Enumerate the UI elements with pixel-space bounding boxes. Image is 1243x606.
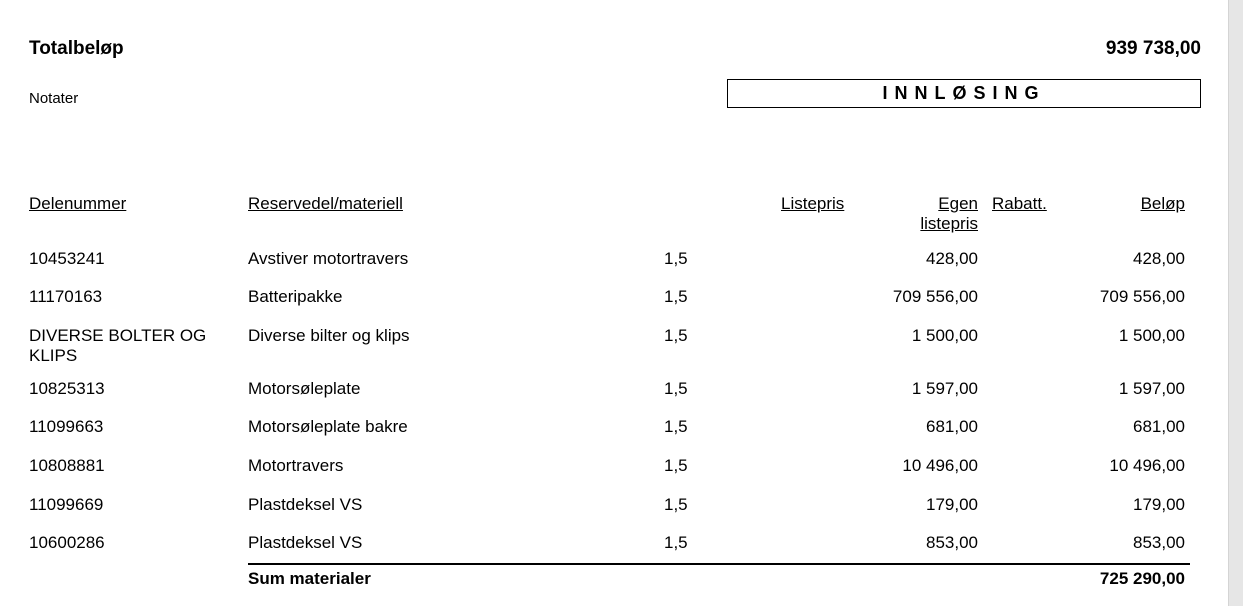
- quantity-cell: 1,5: [664, 249, 688, 268]
- column-header-amount: Beløp: [1140, 194, 1185, 213]
- amount-cell: 709 556,00: [1099, 287, 1185, 306]
- status-box: INNLØSING: [727, 79, 1201, 108]
- sum-materials-label: Sum materialer: [248, 569, 371, 588]
- description-cell: Motorsøleplate: [248, 379, 361, 398]
- quantity-cell: 1,5: [664, 379, 688, 398]
- amount-cell: 179,00: [1133, 495, 1185, 514]
- own-list-price-cell: 1 500,00: [911, 326, 978, 345]
- part-number-cell: 10600286: [29, 533, 105, 552]
- quantity-cell: 1,5: [664, 417, 688, 436]
- sum-materials-value: 725 290,00: [1099, 569, 1185, 588]
- description-cell: Motorsøleplate bakre: [248, 417, 408, 436]
- description-cell: Plastdeksel VS: [248, 495, 363, 514]
- column-header-part-number: Delenummer: [29, 194, 127, 213]
- quantity-cell: 1,5: [664, 533, 688, 552]
- own-list-price-cell: 10 496,00: [902, 456, 978, 475]
- amount-cell: 428,00: [1133, 249, 1185, 268]
- part-number-cell: 11099669: [29, 495, 104, 514]
- column-header-list-price: Listepris: [781, 194, 845, 213]
- quantity-cell: 1,5: [664, 495, 688, 514]
- own-list-price-cell: 681,00: [926, 417, 978, 436]
- column-header-discount: Rabatt.: [992, 194, 1047, 213]
- part-number-cell: 10808881: [29, 456, 105, 475]
- description-cell: Plastdeksel VS: [248, 533, 363, 552]
- description-cell: Avstiver motortravers: [248, 249, 409, 268]
- amount-cell: 10 496,00: [1109, 456, 1185, 475]
- amount-cell: 1 500,00: [1118, 326, 1185, 345]
- own-list-price-cell: 179,00: [926, 495, 978, 514]
- quantity-cell: 1,5: [664, 456, 688, 475]
- column-header-description: Reservedel/materiell: [248, 194, 403, 213]
- vertical-scrollbar[interactable]: [1228, 0, 1243, 606]
- part-number-cell: 11099663: [29, 417, 104, 436]
- own-list-price-cell: 1 597,00: [911, 379, 978, 398]
- total-amount-value: 939 738,00: [1105, 38, 1201, 59]
- part-number-cell: DIVERSE BOLTER OG KLIPS: [29, 326, 207, 365]
- description-cell: Diverse bilter og klips: [248, 326, 410, 345]
- sum-divider: [248, 563, 1190, 565]
- column-header-own-list-price: Egen listepris: [920, 194, 978, 233]
- total-amount-label: Totalbeløp: [29, 38, 124, 59]
- amount-cell: 853,00: [1133, 533, 1185, 552]
- quantity-cell: 1,5: [664, 326, 688, 345]
- amount-cell: 681,00: [1133, 417, 1185, 436]
- description-cell: Batteripakke: [248, 287, 343, 306]
- amount-cell: 1 597,00: [1118, 379, 1185, 398]
- part-number-cell: 10453241: [29, 249, 105, 268]
- part-number-cell: 10825313: [29, 379, 105, 398]
- quantity-cell: 1,5: [664, 287, 688, 306]
- part-number-cell: 11170163: [29, 287, 103, 306]
- notes-label: Notater: [29, 90, 79, 107]
- description-cell: Motortravers: [248, 456, 344, 475]
- own-list-price-cell: 853,00: [926, 533, 978, 552]
- own-list-price-cell: 428,00: [926, 249, 978, 268]
- own-list-price-cell: 709 556,00: [892, 287, 978, 306]
